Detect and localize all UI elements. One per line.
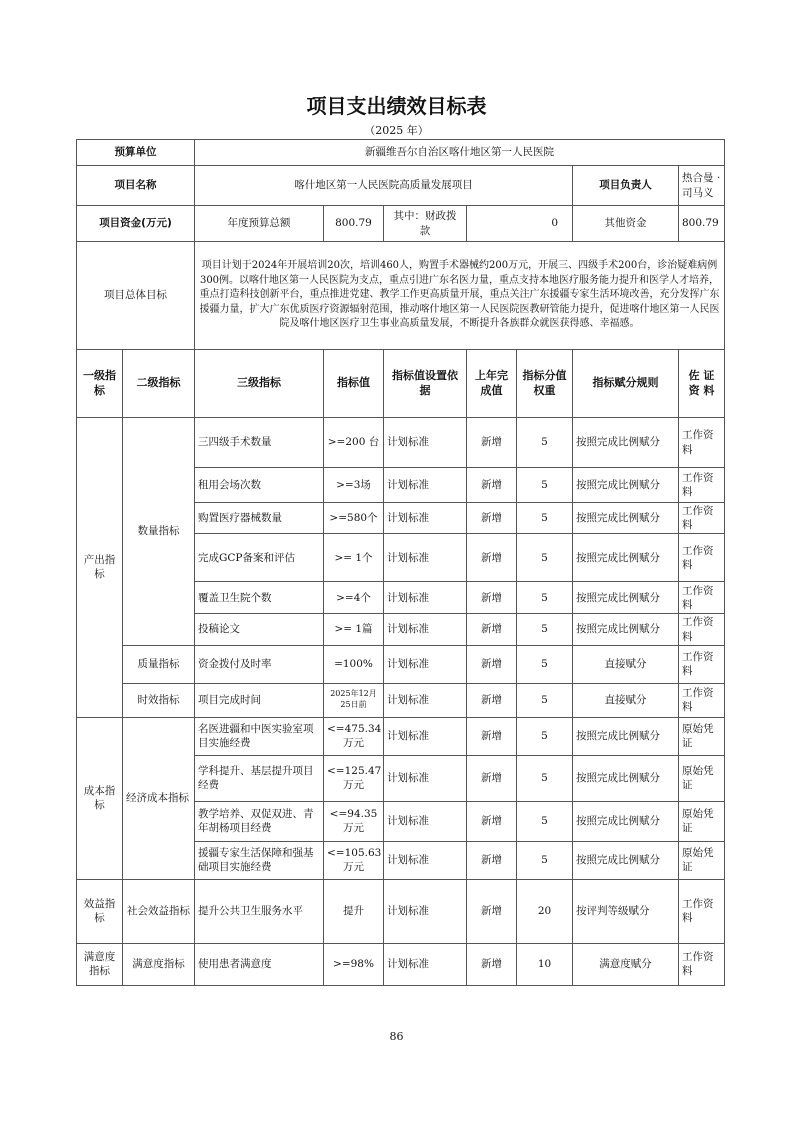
row-evidence: 工作资料 — [679, 418, 725, 468]
row-name: 购置医疗器械数量 — [195, 503, 324, 534]
row-value: >=580个 — [324, 503, 384, 534]
row-name: 项目完成时间 — [195, 683, 324, 717]
row-basis: 计划标准 — [384, 717, 467, 755]
row-name: 援疆专家生活保障和强基础项目实施经费 — [195, 841, 324, 879]
header-basis: 指标值设置依据 — [384, 350, 467, 418]
header-last-year: 上年完成值 — [467, 350, 517, 418]
table-row — [77, 418, 725, 468]
row-evidence: 原始凭证 — [679, 717, 725, 755]
row-name: 学科提升、基层提升项目经费 — [195, 755, 324, 801]
budget-unit-label: 预算单位 — [77, 140, 195, 166]
row-value: >= 1篇 — [324, 614, 384, 645]
project-name-value: 喀什地区第一人民医院高质量发展项目 — [195, 166, 573, 206]
row-weight: 5 — [517, 801, 573, 841]
row-name: 教学培养、双促双进、青年胡杨项目经费 — [195, 801, 324, 841]
row-basis: 计划标准 — [384, 841, 467, 879]
fiscal-label: 其中：财政拨 款 — [384, 206, 467, 242]
row-weight: 20 — [517, 879, 573, 943]
row-rule: 按评判等级赋分 — [573, 879, 679, 943]
project-name-row — [77, 166, 725, 206]
row-value: >= 1个 — [324, 534, 384, 582]
row-evidence: 工作资料 — [679, 645, 725, 683]
row-value: 提升 — [324, 879, 384, 943]
row-weight: 5 — [517, 614, 573, 645]
header-row — [77, 350, 725, 418]
goal-label: 项目总体目标 — [77, 242, 195, 350]
row-name: 租用会场次数 — [195, 468, 324, 503]
row-evidence: 工作资料 — [679, 614, 725, 645]
row-basis: 计划标准 — [384, 614, 467, 645]
row-basis: 计划标准 — [384, 645, 467, 683]
row-last: 新增 — [467, 468, 517, 503]
funds-row — [77, 206, 725, 242]
row-rule: 按照完成比例赋分 — [573, 614, 679, 645]
row-basis: 计划标准 — [384, 683, 467, 717]
row-basis: 计划标准 — [384, 418, 467, 468]
other-funds-value: 800.79 — [679, 206, 725, 242]
row-value: >=3场 — [324, 468, 384, 503]
row-evidence: 原始凭证 — [679, 841, 725, 879]
header-level2: 二级指标 — [123, 350, 195, 418]
page-number: 86 — [389, 1030, 404, 1043]
row-last: 新增 — [467, 879, 517, 943]
row-evidence: 工作资料 — [679, 582, 725, 614]
row-basis: 计划标准 — [384, 534, 467, 582]
group-satisfaction-level2: 满意度指标 — [123, 943, 195, 985]
row-weight: 5 — [517, 755, 573, 801]
row-value: >=4个 — [324, 582, 384, 614]
row-weight: 5 — [517, 717, 573, 755]
row-last: 新增 — [467, 503, 517, 534]
row-rule: 直接赋分 — [573, 683, 679, 717]
row-value: >=200 台 — [324, 418, 384, 468]
group-cost: 成本指标 — [77, 717, 123, 879]
annual-budget-value: 800.79 — [324, 206, 384, 242]
row-name: 投稿论文 — [195, 614, 324, 645]
performance-table — [76, 139, 725, 986]
row-last: 新增 — [467, 717, 517, 755]
row-last: 新增 — [467, 582, 517, 614]
row-name: 资金拨付及时率 — [195, 645, 324, 683]
goal-text: 项目计划于2024年开展培训20次，培训460人，购置手术器械约200万元，开展三、四级手术200台，诊治疑难病例300例。以喀什地区第一人民医院为支点，重点引进广东名医力量，重点支持本地医疗服务能力提升和医学人才培养，重点打造科技创新平台，重点推进党建、教学工作更高质量开展，重点关注广东援疆专家生活环境改善，充分发挥广东援疆力量，扩大广东优质医疗资源辐射范围，推动喀什地区第一人民医院医教研管能力提升，促进喀什地区第一人民医院及喀什地区医疗卫生事业高质量发展，不断提升各族群众就医获得感、幸福感。 — [195, 242, 725, 350]
group-quality: 质量指标 — [123, 645, 195, 683]
row-weight: 5 — [517, 503, 573, 534]
budget-unit-value: 新疆维吾尔自治区喀什地区第一人民医院 — [195, 140, 725, 166]
row-rule: 直接赋分 — [573, 645, 679, 683]
fiscal-value: 0 — [467, 206, 573, 242]
group-timeliness: 时效指标 — [123, 683, 195, 717]
year-label: （2025 年） — [364, 124, 429, 137]
row-evidence: 工作资料 — [679, 943, 725, 985]
row-rule: 按照完成比例赋分 — [573, 582, 679, 614]
table-row — [77, 717, 725, 755]
row-last: 新增 — [467, 841, 517, 879]
row-basis: 计划标准 — [384, 503, 467, 534]
row-evidence: 原始凭证 — [679, 801, 725, 841]
row-rule: 按照完成比例赋分 — [573, 468, 679, 503]
row-weight: 5 — [517, 683, 573, 717]
row-weight: 5 — [517, 645, 573, 683]
row-evidence: 工作资料 — [679, 468, 725, 503]
row-rule: 按照完成比例赋分 — [573, 755, 679, 801]
row-basis: 计划标准 — [384, 755, 467, 801]
header-level3: 三级指标 — [195, 350, 324, 418]
other-funds-label: 其他资金 — [573, 206, 679, 242]
header-evidence: 佐 证 资 料 — [679, 350, 725, 418]
header-value: 指标值 — [324, 350, 384, 418]
row-last: 新增 — [467, 418, 517, 468]
row-weight: 5 — [517, 582, 573, 614]
group-benefit: 效益指标 — [77, 879, 123, 943]
row-last: 新增 — [467, 614, 517, 645]
row-name: 完成GCP备案和评估 — [195, 534, 324, 582]
row-basis: 计划标准 — [384, 468, 467, 503]
row-rule: 满意度赋分 — [573, 943, 679, 985]
row-weight: 5 — [517, 841, 573, 879]
header-level1: 一级指标 — [77, 350, 123, 418]
row-value: <=475.34万元 — [324, 717, 384, 755]
row-rule: 按照完成比例赋分 — [573, 801, 679, 841]
table-row — [77, 879, 725, 943]
row-rule: 按照完成比例赋分 — [573, 534, 679, 582]
row-weight: 5 — [517, 534, 573, 582]
page-title: 项目支出绩效目标表 — [306, 94, 487, 118]
leader-label: 项目负责人 — [573, 166, 679, 206]
row-name: 提升公共卫生服务水平 — [195, 879, 324, 943]
row-value: =100% — [324, 645, 384, 683]
table-row — [77, 943, 725, 985]
row-rule: 按照完成比例赋分 — [573, 841, 679, 879]
row-basis: 计划标准 — [384, 879, 467, 943]
row-weight: 5 — [517, 468, 573, 503]
row-last: 新增 — [467, 755, 517, 801]
row-rule: 按照完成比例赋分 — [573, 503, 679, 534]
group-econ-cost: 经济成本指标 — [123, 717, 195, 879]
leader-value: 热合曼 · 司马义 — [679, 166, 725, 206]
row-last: 新增 — [467, 645, 517, 683]
row-evidence: 工作资料 — [679, 534, 725, 582]
row-last: 新增 — [467, 943, 517, 985]
group-satisfaction: 满意度指标 — [77, 943, 123, 985]
row-rule: 按照完成比例赋分 — [573, 418, 679, 468]
row-basis: 计划标准 — [384, 582, 467, 614]
row-value: >=98% — [324, 943, 384, 985]
goal-row — [77, 242, 725, 350]
row-name: 三四级手术数量 — [195, 418, 324, 468]
header-rule: 指标赋分规则 — [573, 350, 679, 418]
funds-label: 项目资金(万元) — [77, 206, 195, 242]
table-row — [77, 645, 725, 683]
row-name: 名医进疆和中医实验室项目实施经费 — [195, 717, 324, 755]
budget-unit-row — [77, 140, 725, 166]
group-quantity: 数量指标 — [123, 418, 195, 646]
row-value: <=105.63万元 — [324, 841, 384, 879]
row-weight: 10 — [517, 943, 573, 985]
row-value: <=125.47万元 — [324, 755, 384, 801]
row-value: 2025年12月25日前 — [324, 683, 384, 717]
row-evidence: 工作资料 — [679, 503, 725, 534]
row-basis: 计划标准 — [384, 943, 467, 985]
row-last: 新增 — [467, 534, 517, 582]
row-last: 新增 — [467, 801, 517, 841]
project-name-label: 项目名称 — [77, 166, 195, 206]
row-rule: 按照完成比例赋分 — [573, 717, 679, 755]
row-evidence: 原始凭证 — [679, 755, 725, 801]
group-social: 社会效益指标 — [123, 879, 195, 943]
group-output: 产出指标 — [77, 418, 123, 718]
row-name: 使用患者满意度 — [195, 943, 324, 985]
annual-budget-label: 年度预算总额 — [195, 206, 324, 242]
row-name: 覆盖卫生院个数 — [195, 582, 324, 614]
header-weight: 指标分值权重 — [517, 350, 573, 418]
row-basis: 计划标准 — [384, 801, 467, 841]
table-row — [77, 683, 725, 717]
row-weight: 5 — [517, 418, 573, 468]
row-value: <=94.35 万元 — [324, 801, 384, 841]
row-evidence: 工作资料 — [679, 879, 725, 943]
row-last: 新增 — [467, 683, 517, 717]
row-evidence: 工作资料 — [679, 683, 725, 717]
